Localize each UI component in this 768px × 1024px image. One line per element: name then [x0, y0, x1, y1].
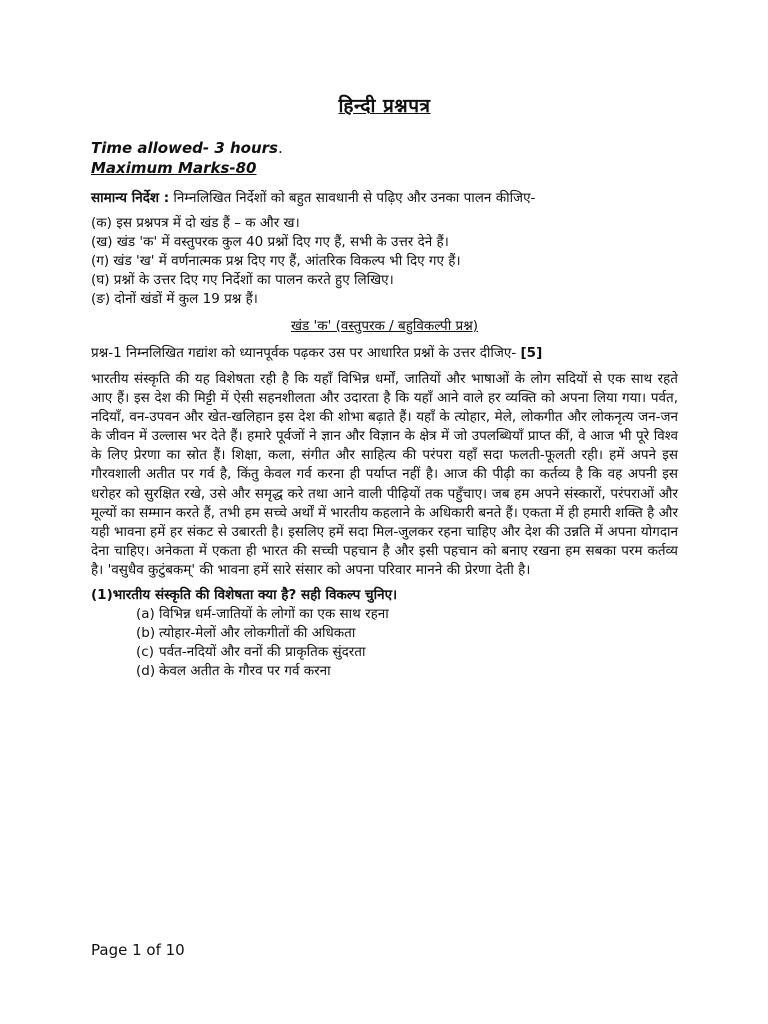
- option-text: त्योहार-मेलों और लोकगीतों की अधिकता: [159, 625, 356, 642]
- instruction-item: (ग) खंड 'ख' में वर्णनात्मक प्रश्न दिए गए हैं, आंतरिक विकल्प भी दिए गए हैं।: [91, 253, 461, 269]
- option-text: पर्वत-नदियों और वनों की प्राकृतिक सुंदरता: [159, 644, 366, 661]
- passage: भारतीय संस्कृति की यह विशेषता रही है कि यहाँ विभिन्न धर्मों, जातियों और भाषाओं के लोग सदियों से एक साथ रहते आए हैं। इस देश की मिट्टी में ऐसी सहनशीलता और उदारता है कि यहाँ आने वाले हर व्यक्ति को अपना लिया गया। पर्वत, नदियाँ, वन-उपवन और खेत-खलिहान इस देश की शोभा बढ़ाते हैं। यहाँ के त्योहार, मेले, लोकगीत और लोकनृत्य जन-जन के जीवन में उल्लास भर देते हैं। हमारे पूर्वजों ने ज्ञान और विज्ञान के क्षेत्र में जो उपलब्धियाँ प्राप्त कीं, वे आज भी पूरे विश्व के लिए प्रेरणा का स्रोत हैं। शिक्षा, कला, संगीत और साहित्य की परंपरा यहाँ सदा फलती-फूलती रही। हमें अपने इस गौरवशाली अतीत पर गर्व है, किंतु केवल गर्व करना ही पर्याप्त नहीं है। आज की पीढ़ी का कर्तव्य है कि वह अपनी इस धरोहर को सुरक्षित रखे, उसे और समृद्ध करे तथा आने वाली पीढ़ियों तक पहुँचाए। जब हम अपने संस्कारों, परंपराओं और मूल्यों का सम्मान करते हैं, तभी हम सच्चे अर्थों में भारतीय कहलाने के अधिकारी बनते हैं। एकता में ही हमारी शक्ति है और यही भावना हमें हर संकट से उबारती है। इसलिए हमें सदा मिल-जुलकर रहना चाहिए और देश की उन्नति में अपना योगदान देना चाहिए। अनेकता में एकता ही भारत की सच्ची पहचान है और इसी पहचान को बनाए रखना हम सबका परम कर्तव्य है। 'वसुधैव कुटुंबकम्' की भावना हमें सारे संसार को अपना परिवार मानने की प्रेरणा देती है।: [91, 371, 678, 578]
- instruction-list: [91, 214, 678, 309]
- instructions-label: सामान्य निर्देश :: [91, 190, 170, 206]
- instruction-item: (क) इस प्रश्नपत्र में दो खंड हैं – क और ख।: [91, 215, 300, 231]
- option-label: (d): [136, 663, 156, 680]
- instruction-item: (ङ) दोनों खंडों में कुल 19 प्रश्न हैं।: [91, 291, 258, 307]
- instruction-item: (ख) खंड 'क' में वस्तुपरक कुल 40 प्रश्नों दिए गए हैं, सभी के उत्तर देने हैं।: [91, 234, 449, 250]
- option-d: [136, 662, 678, 681]
- maximum-marks: Maximum Marks-80: [91, 159, 257, 177]
- option-b: [136, 624, 678, 643]
- option-c: [136, 643, 678, 662]
- instructions-text: निम्नलिखित निर्देशों को बहुत सावधानी से पढ़िए और उनका पालन कीजिए-: [169, 190, 536, 206]
- option-label: (c): [136, 644, 154, 661]
- time-allowed: [91, 138, 678, 158]
- time-allowed-suffix: .: [277, 139, 283, 157]
- paper-title: हिन्दी प्रश्नपत्र: [338, 95, 431, 117]
- answer-options: [91, 605, 678, 681]
- option-label: (a): [136, 606, 155, 623]
- instruction-item: (घ) प्रश्नों के उत्तर दिए गए निर्देशों का पालन करते हुए लिखिए।: [91, 272, 394, 288]
- question-marks: [5]: [520, 345, 543, 361]
- general-instructions: [91, 189, 678, 208]
- option-a: [136, 605, 678, 624]
- option-text: केवल अतीत के गौरव पर गर्व करना: [159, 663, 331, 680]
- time-allowed-text: Time allowed- 3 hours: [91, 139, 278, 157]
- option-label: (b): [136, 625, 156, 642]
- question-heading: [91, 344, 678, 363]
- page-number: Page 1 of 10: [91, 941, 185, 959]
- question-1: (1)भारतीय संस्कृति की विशेषता क्या है? सही विकल्प चुनिए।: [91, 587, 398, 604]
- question-intro: प्रश्न-1 निम्नलिखित गद्यांश को ध्यानपूर्वक पढ़कर उस पर आधारित प्रश्नों के उत्तर दीजिए-: [91, 345, 521, 361]
- option-text: विभिन्न धर्म-जातियों के लोगों का एक साथ रहना: [159, 606, 389, 623]
- section-title: खंड 'क' (वस्तुपरक / बहुविकल्पी प्रश्न): [290, 318, 479, 334]
